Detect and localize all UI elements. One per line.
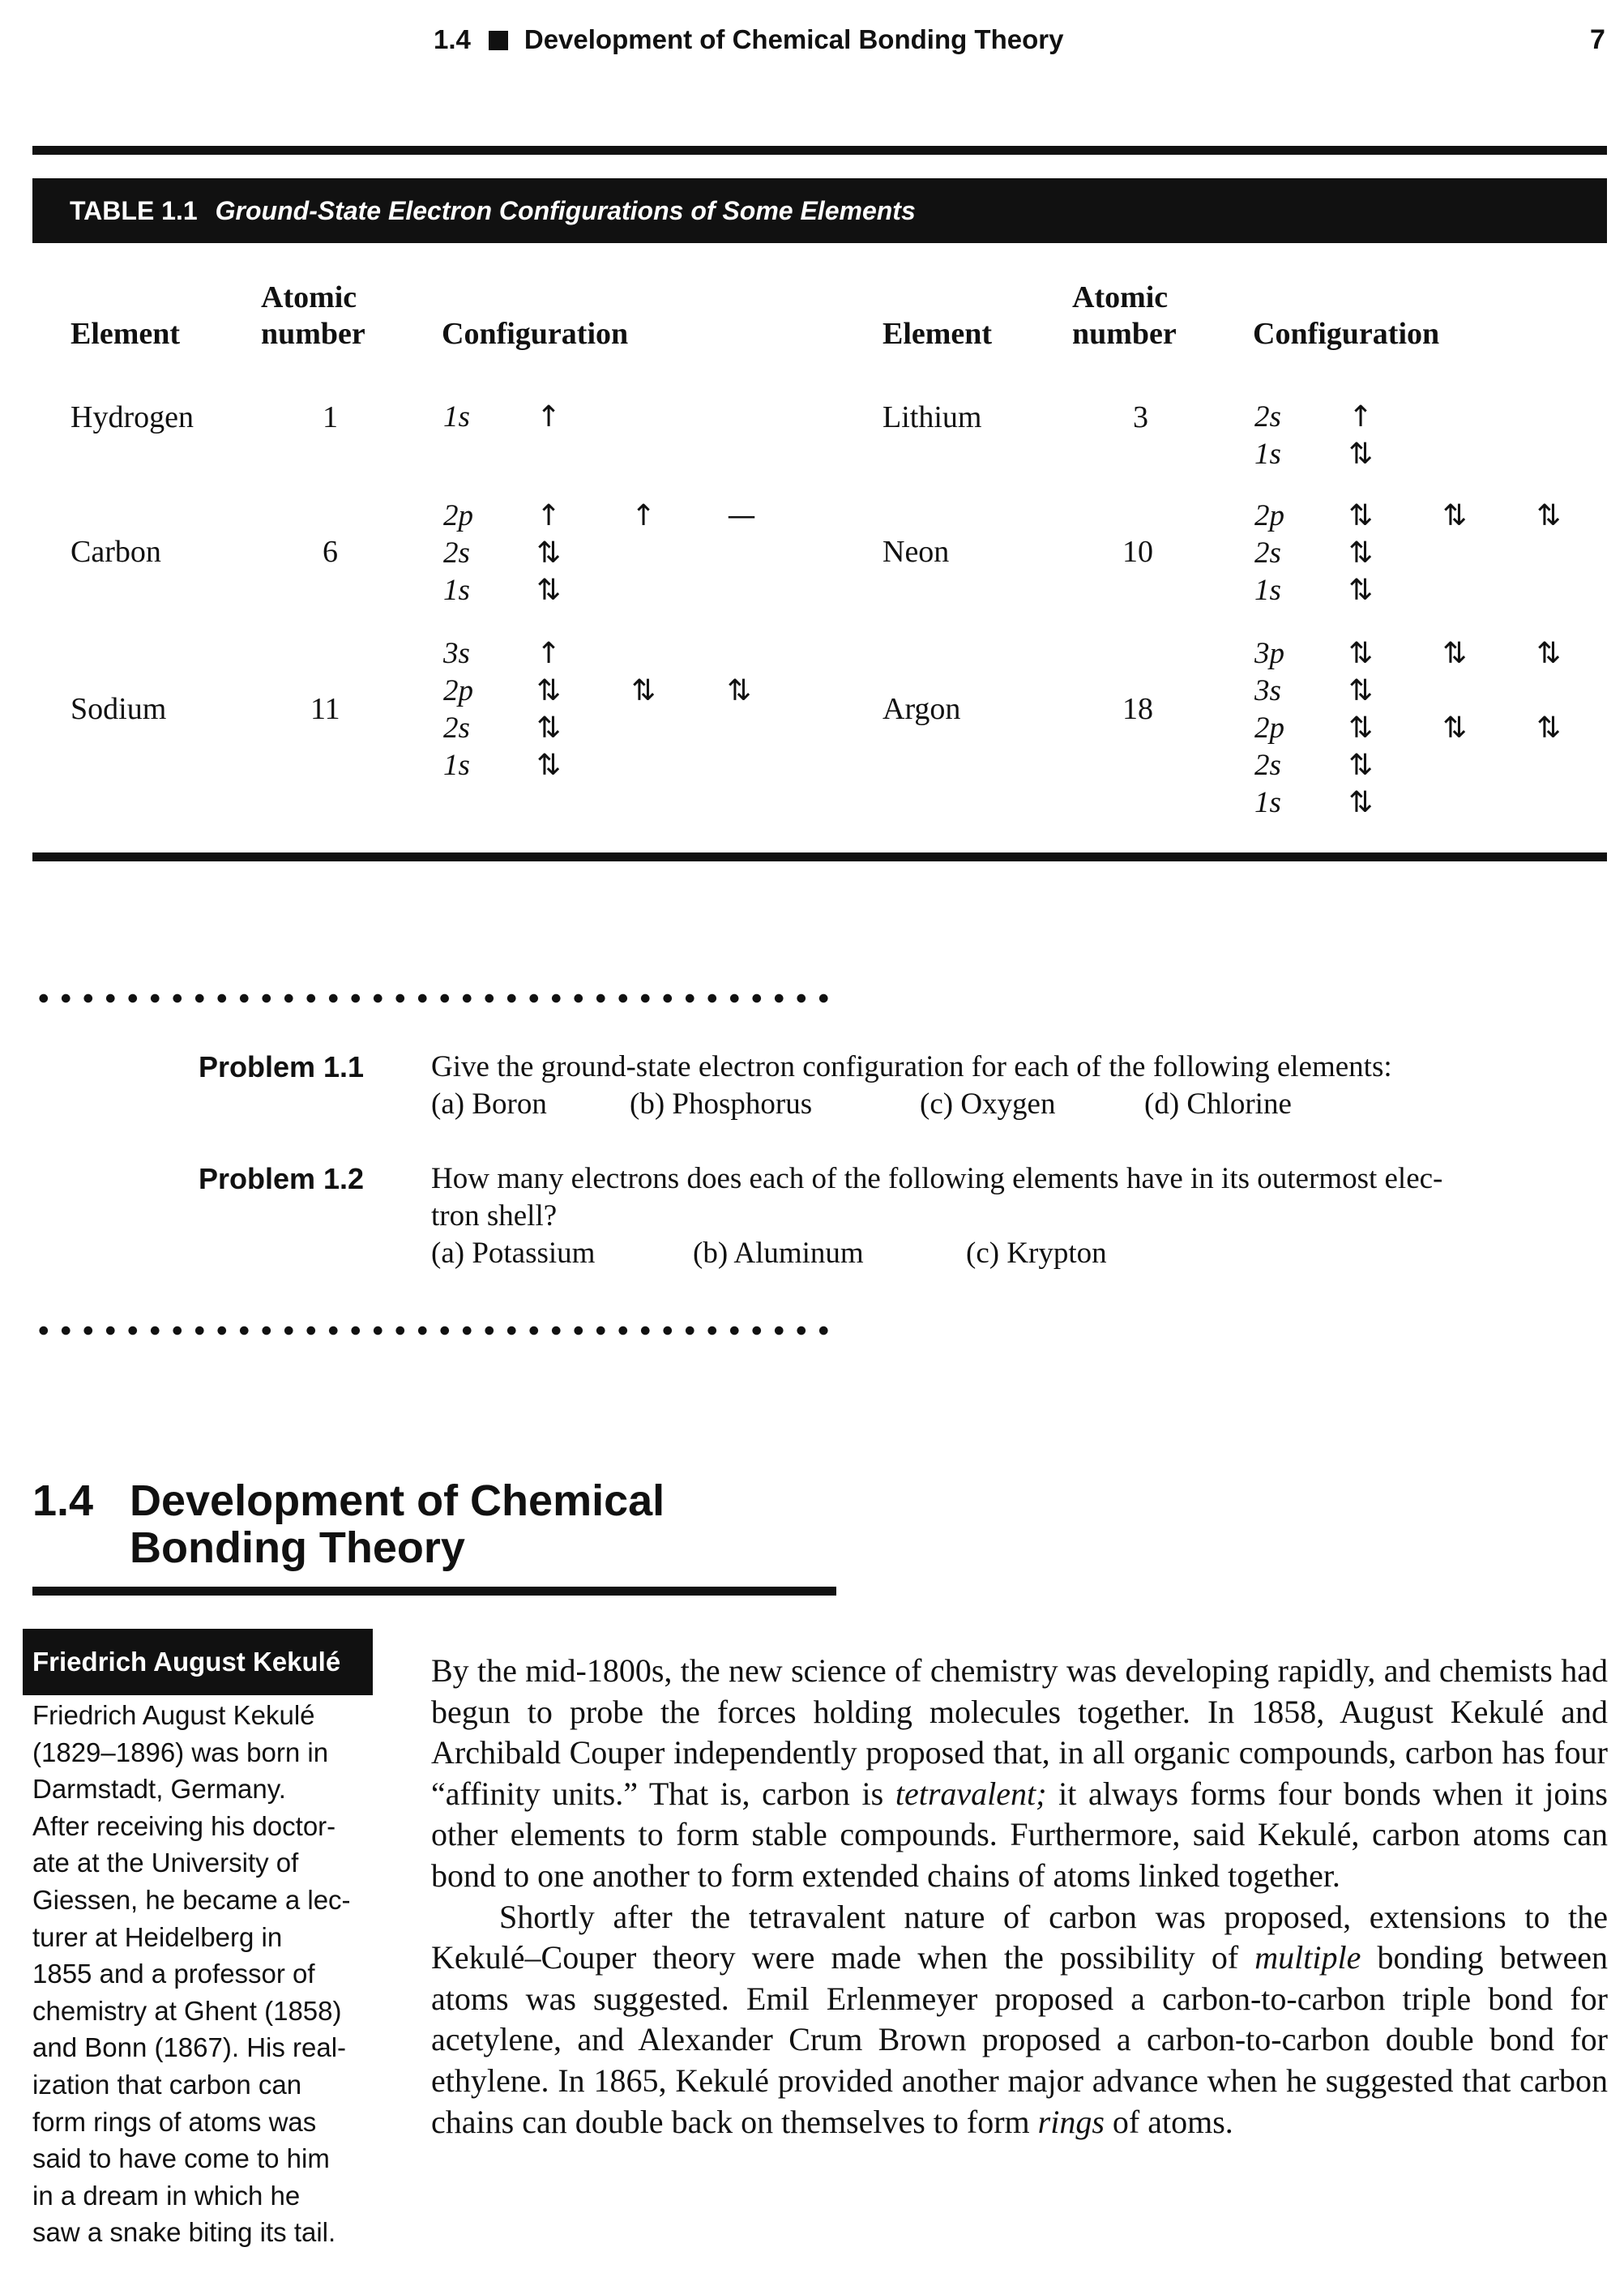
- body-text-run: By the mid-1800s, the new science of chemistry was developing rapidly, and chemists had begun to probe the forces holding molecules together. In 1858, August Kekulé and Archibald Couper independently proposed that, in all organic compounds, carbon has four “affinity units.” That is, carbon is: [431, 1652, 1608, 1812]
- electron-pair-icon: ⇅: [1348, 499, 1374, 532]
- header-config-right: Configuration: [1253, 317, 1440, 351]
- header-atomic-left: Atomic: [261, 280, 357, 314]
- header-element-right: Element: [883, 317, 993, 351]
- electron-pair-icon: ⇅: [1348, 438, 1374, 471]
- problem-1-2-text: How many electrons does each of the following elements have in its outermost elec-: [431, 1162, 1443, 1195]
- running-header-title: Development of Chemical Bonding Theory: [524, 24, 1064, 54]
- emphasis-rings: rings: [1037, 2103, 1105, 2140]
- electron-pair-icon: ⇅: [536, 574, 562, 607]
- dotted-divider-top: [32, 993, 835, 1004]
- electron-pair-icon: ⇅: [631, 674, 656, 707]
- page-number: 7: [1590, 24, 1605, 55]
- body-paragraph-2: [431, 1897, 1608, 2143]
- atomic-number-carbon: 6: [323, 535, 338, 569]
- electron-single-icon: ↑: [1348, 400, 1374, 434]
- problem-option: (c) Krypton: [966, 1237, 1107, 1270]
- electron-pair-icon: ⇅: [536, 711, 562, 745]
- table-top-rule: [32, 146, 1607, 155]
- sidebar-line: ate at the University of: [32, 1848, 299, 1878]
- body-text-run: Shortly after the tetravalent nature of carbon was proposed, extensions to the Kekulé–Couper theory were made when the possibility of: [431, 1898, 1608, 1976]
- problem-option: (b) Aluminum: [693, 1237, 864, 1270]
- electron-single-icon: ↑: [536, 400, 562, 434]
- problem-option: (b) Phosphorus: [630, 1087, 813, 1121]
- sidebar-line: in a dream in which he: [32, 2180, 301, 2211]
- table-label: TABLE 1.1: [70, 196, 198, 225]
- sidebar-line: (1829–1896) was born in: [32, 1737, 329, 1767]
- sidebar-line: Giessen, he became a lec-: [32, 1884, 351, 1915]
- header-number-left: number: [261, 317, 365, 351]
- electron-pair-icon: ⇅: [536, 749, 562, 782]
- sidebar-line: said to have come to him: [32, 2143, 330, 2174]
- element-lithium: Lithium: [883, 400, 982, 434]
- atomic-number-argon: 18: [1122, 692, 1153, 726]
- electron-pair-icon: ⇅: [1536, 637, 1562, 670]
- electron-pair-icon: ⇅: [1442, 499, 1468, 532]
- sidebar-line: 1855 and a professor of: [32, 1959, 315, 1989]
- sidebar-line: After receiving his doctor-: [32, 1810, 336, 1841]
- problem-1-1-text: Give the ground-state electron configuration for each of the following elements:: [431, 1050, 1392, 1083]
- orbital-label: 3s: [1254, 674, 1281, 707]
- running-header-section: 1.4: [434, 24, 471, 54]
- electron-pair-icon: ⇅: [1536, 711, 1562, 745]
- square-bullet-icon: [489, 31, 508, 50]
- orbital-label: 2p: [1254, 499, 1284, 532]
- sidebar-line: Friedrich August Kekulé: [32, 1700, 315, 1730]
- electron-pair-icon: ⇅: [1348, 674, 1374, 707]
- problem-option: (c) Oxygen: [920, 1087, 1056, 1121]
- electron-pair-icon: ⇅: [1348, 711, 1374, 745]
- orbital-label: 1s: [1254, 786, 1281, 819]
- orbital-label: 2s: [443, 711, 470, 745]
- sidebar-line: form rings of atoms was: [32, 2106, 317, 2137]
- section-number: 1.4: [32, 1476, 94, 1525]
- section-title-line2: Bonding Theory: [130, 1523, 465, 1572]
- header-config-left: Configuration: [442, 317, 629, 351]
- element-argon: Argon: [883, 692, 961, 726]
- electron-pair-icon: ⇅: [1348, 637, 1374, 670]
- orbital-label: 1s: [443, 749, 470, 782]
- problem-1-2-label: Problem 1.2: [199, 1162, 365, 1195]
- running-header: [434, 24, 1063, 55]
- orbital-label: 3p: [1254, 637, 1284, 670]
- sidebar-line: and Bonn (1867). His real-: [32, 2032, 347, 2063]
- electron-pair-icon: ⇅: [1536, 499, 1562, 532]
- orbital-label: 1s: [1254, 438, 1281, 471]
- header-atomic-right: Atomic: [1072, 280, 1169, 314]
- electron-single-icon: ↑: [536, 499, 562, 532]
- table-caption: Ground-State Electron Configurations of Some Elements: [215, 196, 916, 225]
- body-text-run: bonding between atoms was suggested. Emil Erlenmeyer proposed a carbon-to-carbon triple bond for acetylene, and Alexander Crum Brown proposed a carbon-to-carbon double bond for ethylene. In 1865, Kekulé provided another major advance when he suggested that carbon chains can double back on themselves to form: [431, 1939, 1609, 2140]
- sidebar-line: turer at Heidelberg in: [32, 1921, 283, 1952]
- electron-single-icon: ↑: [631, 499, 656, 532]
- body-text-run: it always forms four bonds when it joins other elements to form stable compounds. Furthermore, said Kekulé, carbon atoms can bond to one another to form extended chains of atoms linked together.: [431, 1775, 1608, 1894]
- header-number-right: number: [1072, 317, 1177, 351]
- orbital-label: 2p: [443, 674, 473, 707]
- orbital-label: 2s: [1254, 536, 1281, 570]
- electron-pair-icon: ⇅: [1442, 637, 1468, 670]
- problem-option: (a) Potassium: [431, 1237, 596, 1270]
- emphasis-tetravalent: tetravalent;: [895, 1775, 1047, 1812]
- dotted-divider-bottom: [32, 1325, 835, 1336]
- electron-pair-icon: ⇅: [536, 536, 562, 570]
- problem-option: (d) Chlorine: [1144, 1087, 1292, 1121]
- problem-option: (a) Boron: [431, 1087, 547, 1121]
- orbital-label: 2p: [1254, 711, 1284, 745]
- electron-pair-icon: ⇅: [1348, 536, 1374, 570]
- electron-pair-icon: ⇅: [1348, 786, 1374, 819]
- electron-pair-icon: ⇅: [1442, 711, 1468, 745]
- orbital-label: 2s: [1254, 400, 1281, 434]
- electron-pair-icon: ⇅: [536, 674, 562, 707]
- atomic-number-lithium: 3: [1133, 400, 1148, 434]
- section-title-line1: Development of Chemical: [130, 1476, 665, 1525]
- orbital-label: 1s: [443, 574, 470, 607]
- table-bottom-rule: [32, 852, 1607, 861]
- electron-pair-icon: ⇅: [727, 674, 752, 707]
- problem-1-2-text-cont: tron shell?: [431, 1199, 558, 1233]
- orbital-label: 1s: [1254, 574, 1281, 607]
- orbital-label: 1s: [443, 400, 470, 434]
- body-paragraph-1: [431, 1651, 1608, 1897]
- orbital-label: 2s: [1254, 749, 1281, 782]
- electron-pair-icon: ⇅: [1348, 574, 1374, 607]
- sidebar-line: chemistry at Ghent (1858): [32, 1995, 342, 2026]
- orbital-label: 2s: [443, 536, 470, 570]
- header-element-left: Element: [71, 317, 181, 351]
- atomic-number-neon: 10: [1122, 535, 1153, 569]
- sidebar-title: Friedrich August Kekulé: [23, 1629, 373, 1695]
- element-carbon: Carbon: [71, 535, 161, 569]
- element-neon: Neon: [883, 535, 950, 569]
- electron-pair-icon: ⇅: [1348, 749, 1374, 782]
- atomic-number-hydrogen: 1: [323, 400, 338, 434]
- orbital-label: 2p: [443, 499, 473, 532]
- orbital-label: 3s: [443, 637, 470, 670]
- electron-single-icon: ↑: [536, 637, 562, 670]
- atomic-number-sodium: 11: [310, 692, 340, 726]
- element-hydrogen: Hydrogen: [71, 400, 194, 434]
- section-rule: [32, 1587, 836, 1596]
- body-text-run: of atoms.: [1104, 2103, 1233, 2140]
- sidebar-line: saw a snake biting its tail.: [32, 2217, 336, 2248]
- emphasis-multiple: multiple: [1254, 1939, 1361, 1976]
- problem-1-1-label: Problem 1.1: [199, 1050, 365, 1083]
- body-text: [431, 1651, 1608, 2143]
- sidebar-line: ization that carbon can: [32, 2069, 302, 2100]
- sidebar-line: Darmstadt, Germany.: [32, 1774, 286, 1805]
- table-caption-bar: [32, 178, 1607, 243]
- element-sodium: Sodium: [71, 692, 167, 726]
- sidebar-text: [32, 1697, 397, 2251]
- empty-orbital-icon: —: [727, 499, 756, 532]
